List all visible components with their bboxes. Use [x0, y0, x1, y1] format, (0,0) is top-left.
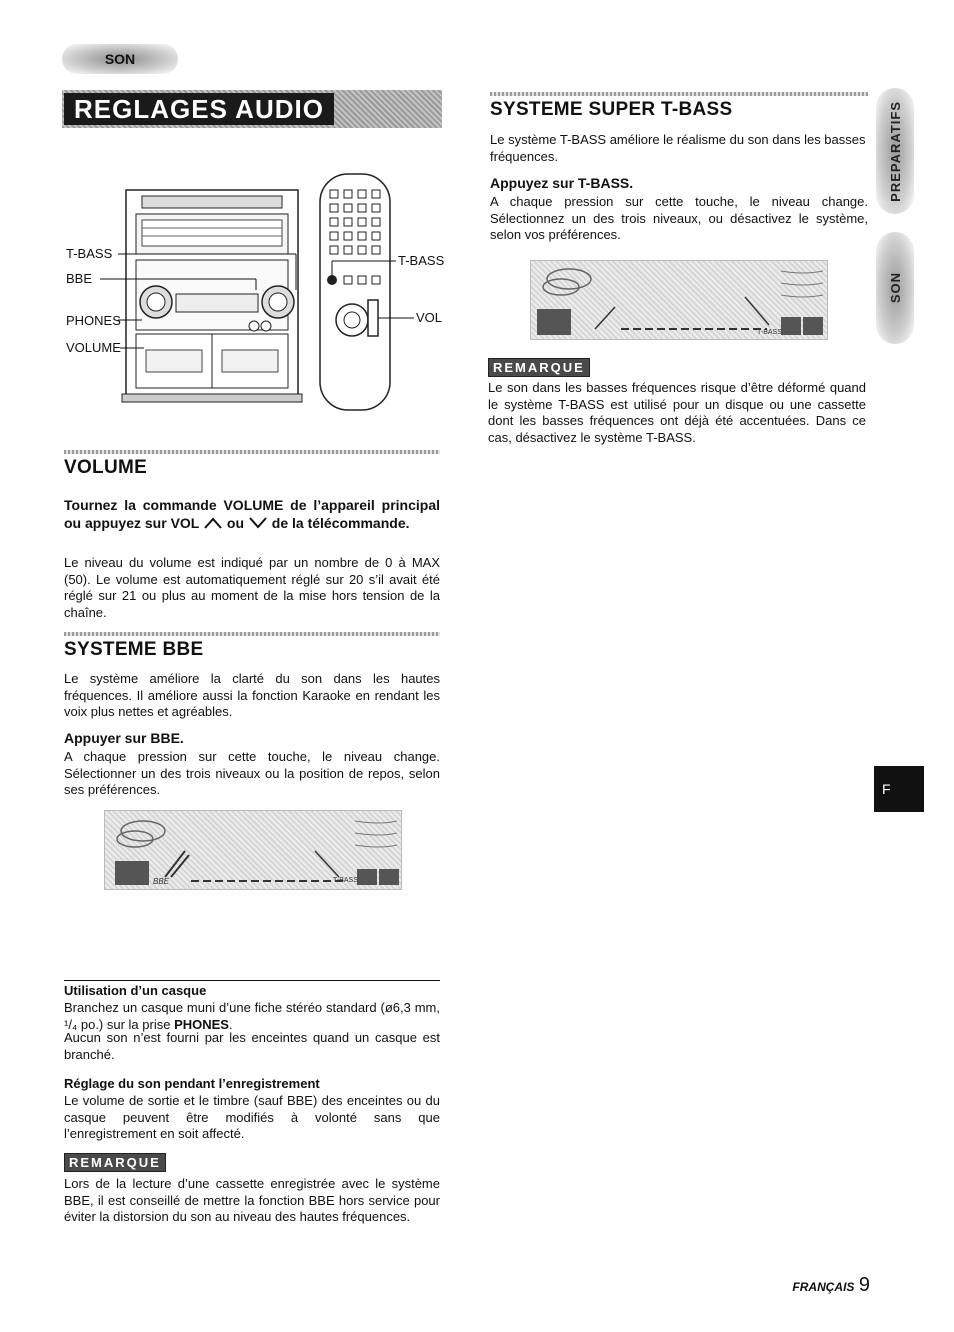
bbe-display-illustration — [104, 810, 402, 890]
tbass-title: SYSTEME SUPER T-BASS — [490, 99, 733, 120]
headphones-body-1-text: Branchez un casque muni d’une fiche stéréo standard (ø6,3 mm, ¹/₄ po.) sur la prise — [64, 1000, 440, 1032]
page-title-bar — [62, 90, 442, 128]
recording-title: Réglage du son pendant l’enregistrement — [64, 1076, 320, 1091]
label-tbass-right: T-BASS — [398, 253, 445, 268]
remarque-left-body: Lors de la lecture d’une cassette enregistrée avec le système BBE, il est conseillé de mettre la fonction BBE hors service pour éviter la distorsion du son au niveau des hautes fréquences. — [64, 1176, 440, 1224]
label-volume: VOLUME — [66, 340, 121, 355]
tbass-display-illustration — [530, 260, 828, 340]
label-tbass-left: T-BASS — [66, 246, 113, 261]
stereo-remote-diagram — [64, 168, 454, 418]
bbe-body: Le système améliore la clarté du son dans les hautes fréquences. Il améliore aussi la fonction Karaoke en rendant les voix plus nettes et agréables. — [64, 671, 440, 719]
remarque-right-badge: REMARQUE — [488, 358, 590, 377]
bbe-display-label: BBE — [153, 877, 170, 886]
label-bbe: BBE — [66, 271, 93, 286]
headphones-body-1 — [64, 1000, 440, 1033]
language-tab[interactable] — [874, 766, 924, 812]
tbass-step-title: Appuyez sur T-BASS. — [490, 175, 634, 191]
side-tab-preparatifs-label: PREPARATIFS — [887, 100, 903, 202]
bbe-display-tbass-label: T-BASS — [333, 877, 358, 884]
bbe-divider — [64, 632, 440, 636]
page-number: 9 — [858, 1274, 870, 1296]
stereo-illustration — [64, 168, 454, 418]
bbe-step-title: Appuyer sur BBE. — [64, 730, 184, 746]
volume-title: VOLUME — [64, 457, 148, 478]
tbass-display-label: T-BASS — [757, 329, 782, 336]
footer-language: FRANÇAIS — [792, 1280, 855, 1294]
headphones-rule — [64, 980, 440, 981]
recording-body: Le volume de sortie et le timbre (sauf BBE) des enceintes ou du casque peuvent être modifiés à volonté sans que l’enregistrement en soit affecté. — [64, 1093, 440, 1141]
volume-instruction-or: ou — [226, 515, 244, 531]
side-tab-preparatifs[interactable] — [876, 88, 914, 214]
tbass-body: Le système T-BASS améliore le réalisme du son dans les basses fréquences. — [490, 132, 866, 164]
bbe-step-body: A chaque pression sur cette touche, le niveau change. Sélectionner un des trois niveaux ou la position de repos, selon ses préférences. — [64, 749, 440, 797]
language-tab-label: F — [882, 781, 891, 797]
volume-instruction-part2: de la télécommande. — [271, 515, 410, 531]
phones-jack-label: PHONES — [174, 1016, 229, 1032]
headphones-body-2: Aucun son n’est fourni par les enceintes quand un casque est branché. — [64, 1030, 440, 1062]
side-tab-son[interactable] — [876, 232, 914, 344]
side-tab-son-label: SON — [887, 272, 903, 304]
label-phones: PHONES — [66, 313, 121, 328]
tbass-divider — [490, 92, 868, 96]
remarque-left-badge: REMARQUE — [64, 1153, 166, 1172]
headphones-body-1-end: . — [228, 1016, 233, 1032]
remarque-right-body: Le son dans les basses fréquences risque d’être déformé quand le système T-BASS est utilisé pour un disque ou une cassette dont les basses fréquences ont déjà été accentuées. Dans ce cas, désactivez le système T-BASS. — [488, 380, 866, 445]
volume-divider — [64, 450, 440, 454]
vol-up-icon — [203, 515, 223, 533]
volume-instruction-part1: Tournez la commande VOLUME de l’appareil principal ou appuyez sur VOL — [64, 497, 440, 531]
volume-instruction — [64, 496, 440, 533]
page-title: REGLAGES AUDIO — [64, 93, 334, 125]
headphones-title: Utilisation d’un casque — [64, 983, 207, 998]
section-tag-label: SON — [104, 51, 136, 67]
bbe-title: SYSTEME BBE — [64, 639, 204, 660]
volume-body: Le niveau du volume est indiqué par un nombre de 0 à MAX (50). Le volume est automatiquement réglé sur 20 s’il avait été réglé sur 21 ou plus au moment de la mise hors tension de la chaîne. — [64, 555, 440, 620]
label-vol: VOL — [416, 310, 443, 325]
page-footer — [700, 1274, 870, 1297]
section-tag — [62, 44, 178, 74]
tbass-step-body: A chaque pression sur cette touche, le niveau change. Sélectionnez un des trois niveaux, ou désactivez le système, selon vos préférences. — [490, 194, 868, 242]
vol-down-icon — [248, 515, 268, 533]
